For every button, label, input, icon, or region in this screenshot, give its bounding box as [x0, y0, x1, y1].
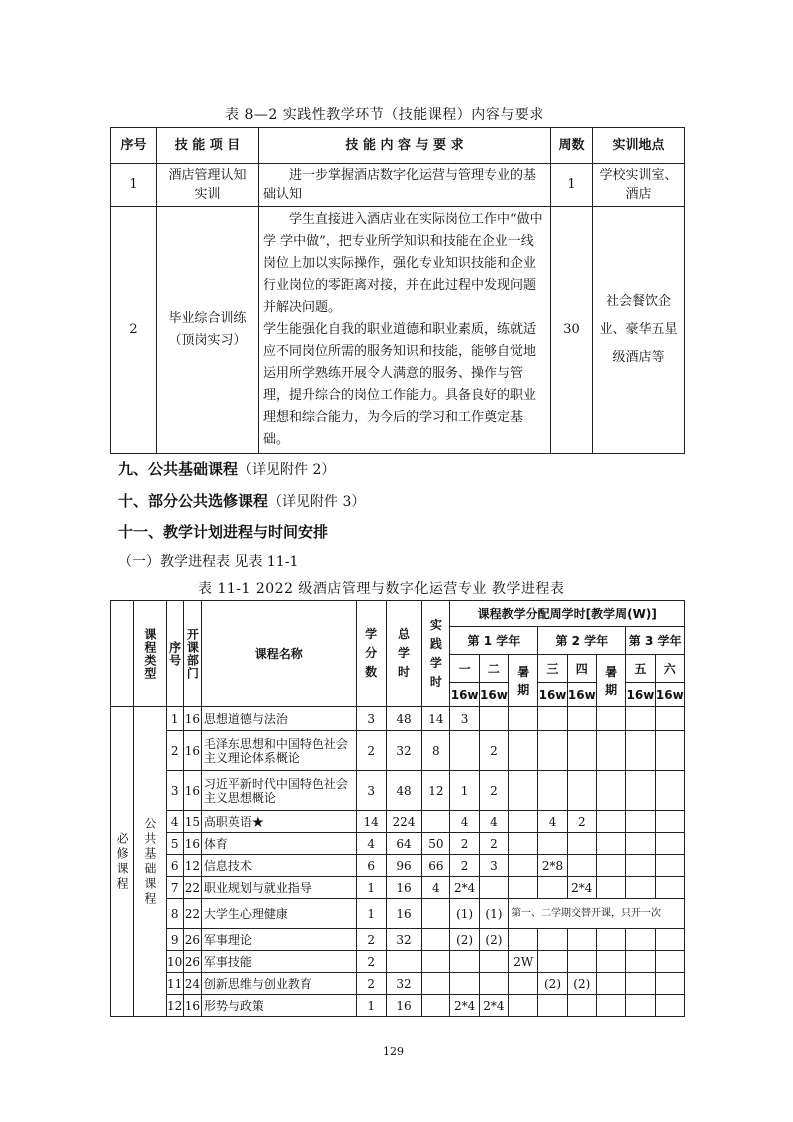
t2-cell-no: 3: [166, 771, 183, 811]
t2-header-type: [134, 601, 166, 707]
t2-cell-hours: 96: [386, 855, 421, 877]
t2-cell-term: [567, 855, 596, 877]
table-row: [111, 951, 685, 973]
t2-cell-term: 2: [479, 833, 508, 855]
t2-header-term-2: 二: [479, 655, 508, 683]
t2-cell-term: [509, 855, 538, 877]
t2-cell-dept: 16: [183, 995, 201, 1017]
t2-cell-term: [509, 877, 538, 899]
t2-cell-hours: 48: [386, 707, 421, 731]
t2-cell-name: 体育: [201, 833, 356, 855]
t2-cell-term: 1: [450, 771, 479, 811]
t2-cell-term: [655, 731, 684, 771]
t2-cell-dept: 12: [183, 855, 201, 877]
t2-cell-term: 2*8: [538, 855, 567, 877]
t1-cell-no: 2: [111, 207, 157, 454]
t2-header-term-5: 五: [626, 655, 655, 683]
t2-group-sub: [134, 707, 166, 1017]
t2-cell-dept: 16: [183, 833, 201, 855]
t2-header-hours-text: 总学时: [397, 627, 410, 679]
subsection-1: （一）教学进程表 见表 11-1: [118, 554, 299, 570]
t2-cell-term: [626, 811, 655, 833]
t2-cell-no: 4: [166, 811, 183, 833]
t2-cell-hours: 48: [386, 771, 421, 811]
table-row: [111, 164, 685, 207]
t2-cell-term: [567, 731, 596, 771]
t2-header-blank: [111, 601, 134, 707]
t2-header-weeks-1: 16w: [450, 683, 479, 707]
t2-cell-practice: [422, 929, 450, 951]
t2-cell-term: (2): [567, 973, 596, 995]
table-row: [111, 811, 685, 833]
t2-cell-term: [479, 951, 508, 973]
t2-header-weeks-4: 16w: [567, 683, 596, 707]
t2-cell-credit: 6: [356, 855, 386, 877]
t2-cell-term: 4: [450, 811, 479, 833]
t2-cell-term: [655, 929, 684, 951]
t2-cell-no: 12: [166, 995, 183, 1017]
t2-cell-hours: 64: [386, 833, 421, 855]
t2-cell-term: [596, 929, 625, 951]
table1-header-row: [111, 128, 685, 164]
t2-cell-term: [596, 731, 625, 771]
t2-header-term-1: 一: [450, 655, 479, 683]
t2-cell-term: [567, 771, 596, 811]
t2-cell-credit: 2: [356, 951, 386, 973]
t2-header-no-text: 序号: [167, 640, 182, 667]
t1-cell-no: 1: [111, 164, 157, 207]
t2-cell-term: [655, 973, 684, 995]
t2-cell-term: (1): [450, 899, 479, 929]
t1-cell-project: 毕业综合训练（顶岗实习）: [157, 207, 259, 454]
t2-cell-hours: 32: [386, 973, 421, 995]
t2-cell-term: [655, 995, 684, 1017]
t2-cell-hours: [386, 951, 421, 973]
t2-cell-dept: 15: [183, 811, 201, 833]
t2-cell-term: [538, 951, 567, 973]
t2-cell-term: 3: [479, 855, 508, 877]
t2-header-term-6: 六: [655, 655, 684, 683]
t2-cell-credit: 3: [356, 771, 386, 811]
t2-cell-term: [655, 811, 684, 833]
t2-cell-term: 2*4: [450, 995, 479, 1017]
t1-content-para: 学生直接进入酒店业在实际岗位工作中“做中学 学中做”，把专业所学知识和技能在企业一线岗位上加以实际操作，强化专业知识技能和企业行业岗位的零距离对接，并在此过程中发现问题并解决问题。: [263, 212, 543, 315]
t2-header-weeks-5: 16w: [626, 683, 655, 707]
table2-caption: 表 11-1 2022 级酒店管理与数字化运营专业 教学进程表: [198, 581, 565, 597]
t2-cell-term: [450, 731, 479, 771]
t2-cell-term: 2*4: [450, 877, 479, 899]
t1-content-para: 进一步掌握酒店数字化运营与管理专业的基础认知: [263, 168, 537, 202]
t2-cell-term: [626, 951, 655, 973]
page-number: 129: [383, 1045, 404, 1058]
t2-cell-term: 2: [567, 811, 596, 833]
t2-cell-term: [509, 771, 538, 811]
t2-header-credit: [356, 601, 386, 707]
t2-header-distribution: 课程教学分配周学时[教学周(W)]: [450, 601, 685, 627]
table-row: [111, 207, 685, 454]
t2-cell-note: 第一、二学期交替开课，只开一次: [509, 899, 685, 929]
t2-cell-term: [596, 995, 625, 1017]
t2-cell-name: 高职英语★: [201, 811, 356, 833]
t2-cell-term: 2*4: [567, 877, 596, 899]
t1-cell-weeks: 30: [551, 207, 593, 454]
t1-header-project: 技 能 项 目: [157, 128, 259, 164]
t2-cell-dept: 16: [183, 771, 201, 811]
t2-header-summer-1-text: 暑期: [517, 664, 530, 697]
t2-cell-term: 2: [450, 855, 479, 877]
t2-header-no: [166, 601, 183, 707]
t2-header-year-1: 第 1 学年: [450, 627, 538, 655]
t2-header-summer-2-text: 暑期: [605, 664, 618, 697]
t2-cell-term: [479, 877, 508, 899]
t2-cell-term: 2: [450, 833, 479, 855]
t2-cell-term: [567, 929, 596, 951]
t2-header-practice: [422, 601, 450, 707]
t1-cell-project: 酒店管理认知实训: [157, 164, 259, 207]
t2-cell-term: [596, 877, 625, 899]
t1-cell-location: 社会餐饮企业、豪华五星级酒店等: [593, 207, 685, 454]
t2-group-main: [111, 707, 134, 1017]
t2-cell-term: 2W: [509, 951, 538, 973]
section-10-title: 十、部分公共选修课程: [118, 492, 269, 510]
t2-cell-name: 思想道德与法治: [201, 707, 356, 731]
t2-cell-dept: 22: [183, 877, 201, 899]
t2-cell-term: [596, 771, 625, 811]
t2-cell-hours: 224: [386, 811, 421, 833]
t2-cell-practice: 14: [422, 707, 450, 731]
t1-header-location: 实训地点: [593, 128, 685, 164]
t2-cell-name: 大学生心理健康: [201, 899, 356, 929]
t2-cell-name: 军事技能: [201, 951, 356, 973]
t2-cell-term: [538, 877, 567, 899]
t2-cell-term: [626, 929, 655, 951]
t2-cell-name: 军事理论: [201, 929, 356, 951]
t2-cell-no: 7: [166, 877, 183, 899]
t2-cell-term: [626, 995, 655, 1017]
t2-header-term-3: 三: [538, 655, 567, 683]
t2-cell-no: 10: [166, 951, 183, 973]
t2-cell-credit: 1: [356, 877, 386, 899]
t2-cell-credit: 3: [356, 707, 386, 731]
t1-content-para: 学生能强化自我的职业道德和职业素质，练就适应不同岗位所需的服务知识和技能，能够自觉地运用所学熟练开展令人满意的服务、操作与管理，提升综合的岗位工作能力。具备良好的职业理想和综合能力，为今后的学习和工作奠定基础。: [263, 322, 537, 447]
t2-cell-term: 3: [450, 707, 479, 731]
t1-cell-weeks: 1: [551, 164, 593, 207]
t2-cell-no: 2: [166, 731, 183, 771]
t2-cell-term: (1): [479, 899, 508, 929]
t2-cell-term: [626, 855, 655, 877]
t2-cell-term: [596, 833, 625, 855]
t2-cell-term: [538, 731, 567, 771]
t2-cell-credit: 1: [356, 995, 386, 1017]
t2-cell-term: [655, 855, 684, 877]
t2-cell-no: 1: [166, 707, 183, 731]
t2-cell-name: 职业规划与就业指导: [201, 877, 356, 899]
t2-cell-term: [509, 811, 538, 833]
table-row: [111, 973, 685, 995]
t2-cell-no: 6: [166, 855, 183, 877]
t2-cell-term: [538, 833, 567, 855]
t1-cell-content: [259, 164, 551, 207]
t2-cell-credit: 2: [356, 973, 386, 995]
practice-table: [110, 127, 685, 454]
t2-header-hours: [386, 601, 421, 707]
t2-group-sub-text: 公共基础课程: [142, 816, 157, 907]
t2-cell-no: 11: [166, 973, 183, 995]
t2-cell-hours: 16: [386, 877, 421, 899]
t2-cell-term: [479, 973, 508, 995]
t2-cell-term: 4: [538, 811, 567, 833]
t2-cell-term: [596, 951, 625, 973]
t2-cell-term: [509, 973, 538, 995]
t2-header-name: 课程名称: [201, 601, 356, 707]
section-11-title: 十一、教学计划进程与时间安排: [118, 523, 329, 541]
t2-cell-term: (2): [479, 929, 508, 951]
t2-cell-term: 2*4: [479, 995, 508, 1017]
t2-cell-term: [538, 707, 567, 731]
t2-cell-term: [596, 707, 625, 731]
t2-cell-practice: [422, 951, 450, 973]
t2-cell-term: [655, 771, 684, 811]
t2-cell-practice: 4: [422, 877, 450, 899]
t2-cell-no: 8: [166, 899, 183, 929]
section-9-title: 九、公共基础课程: [118, 460, 239, 478]
t2-cell-term: [655, 833, 684, 855]
t2-cell-term: 2: [479, 771, 508, 811]
t2-cell-term: [596, 811, 625, 833]
t2-cell-credit: 14: [356, 811, 386, 833]
t2-cell-dept: 22: [183, 899, 201, 929]
t2-cell-term: [626, 707, 655, 731]
t2-cell-term: [538, 929, 567, 951]
t2-cell-practice: 12: [422, 771, 450, 811]
t2-body: [111, 707, 685, 1017]
t2-cell-term: [538, 771, 567, 811]
table1-caption: 表 8—2 实践性教学环节（技能课程）内容与要求: [225, 107, 544, 123]
t2-cell-term: [450, 951, 479, 973]
t2-cell-term: (2): [538, 973, 567, 995]
t1-cell-location: 学校实训室、酒店: [593, 164, 685, 207]
t2-header-dept: [183, 601, 201, 707]
table-row: [111, 707, 685, 731]
section-9-note: （详见附件 2）: [238, 462, 336, 478]
t2-group-main-text: 必修课程: [115, 831, 130, 892]
t2-cell-dept: 16: [183, 707, 201, 731]
t2-cell-term: [626, 731, 655, 771]
t1-header-content: 技 能 内 容 与 要 求: [259, 128, 551, 164]
t2-cell-term: [509, 731, 538, 771]
t2-cell-term: [626, 973, 655, 995]
t2-cell-hours: 16: [386, 899, 421, 929]
t2-cell-practice: [422, 995, 450, 1017]
t2-cell-name: 毛泽东思想和中国特色社会主义理论体系概论: [201, 731, 356, 771]
t2-cell-term: 4: [479, 811, 508, 833]
t2-cell-term: (2): [450, 929, 479, 951]
t2-cell-term: [655, 877, 684, 899]
t2-header-year-2: 第 2 学年: [538, 627, 626, 655]
t2-cell-term: 2: [479, 731, 508, 771]
t2-header-dept-text: 开课部门: [185, 627, 200, 680]
section-10: [118, 490, 365, 511]
t2-cell-term: [567, 707, 596, 731]
t2-cell-term: [626, 771, 655, 811]
t2-cell-practice: 66: [422, 855, 450, 877]
t2-cell-no: 5: [166, 833, 183, 855]
t2-header-summer-2: [596, 655, 625, 707]
t2-header-year-3: 第 3 学年: [626, 627, 685, 655]
t2-cell-practice: 8: [422, 731, 450, 771]
t2-cell-term: [596, 973, 625, 995]
t2-header-row-1: [111, 601, 685, 627]
t2-cell-term: [450, 973, 479, 995]
t2-cell-name: 习近平新时代中国特色社会主义思想概论: [201, 771, 356, 811]
table-row: [111, 995, 685, 1017]
t2-cell-dept: 24: [183, 973, 201, 995]
table-row: [111, 855, 685, 877]
t2-cell-term: [509, 995, 538, 1017]
t2-cell-term: [567, 951, 596, 973]
t2-cell-term: [626, 833, 655, 855]
t2-header-weeks-2: 16w: [479, 683, 508, 707]
t2-cell-credit: 1: [356, 899, 386, 929]
t2-cell-term: [509, 833, 538, 855]
t2-header-weeks-3: 16w: [538, 683, 567, 707]
t2-cell-term: [567, 995, 596, 1017]
section-9: [118, 458, 335, 479]
t2-cell-practice: [422, 811, 450, 833]
t2-cell-name: 形势与政策: [201, 995, 356, 1017]
t2-cell-term: [626, 877, 655, 899]
t1-header-weeks: 周数: [551, 128, 593, 164]
t2-cell-no: 9: [166, 929, 183, 951]
t2-cell-hours: 32: [386, 929, 421, 951]
t2-cell-hours: 16: [386, 995, 421, 1017]
t2-cell-practice: 50: [422, 833, 450, 855]
t2-cell-dept: 26: [183, 951, 201, 973]
section-10-note: （详见附件 3）: [268, 494, 366, 510]
t2-cell-term: [509, 929, 538, 951]
t2-header-credit-text: 学分数: [365, 627, 378, 679]
t2-cell-name: 信息技术: [201, 855, 356, 877]
table-row: [111, 833, 685, 855]
t2-cell-term: [655, 951, 684, 973]
t2-header-summer-1: [509, 655, 538, 707]
table-row: [111, 929, 685, 951]
table-row: [111, 771, 685, 811]
t2-cell-term: [479, 707, 508, 731]
t1-cell-content: [259, 207, 551, 454]
t2-cell-credit: 4: [356, 833, 386, 855]
t2-header-term-4: 四: [567, 655, 596, 683]
t2-cell-credit: 2: [356, 731, 386, 771]
t2-cell-dept: 26: [183, 929, 201, 951]
t2-header-type-text: 课程类型: [142, 627, 157, 680]
t2-header-weeks-6: 16w: [655, 683, 684, 707]
t2-cell-practice: [422, 973, 450, 995]
t2-cell-term: [538, 995, 567, 1017]
t2-cell-credit: 2: [356, 929, 386, 951]
schedule-table: [110, 600, 685, 1017]
t2-cell-hours: 32: [386, 731, 421, 771]
t2-header-practice-text: 实践学时: [429, 617, 442, 689]
table-row: [111, 899, 685, 929]
t2-cell-name: 创新思维与创业教育: [201, 973, 356, 995]
t2-cell-term: [509, 707, 538, 731]
t2-cell-term: [567, 833, 596, 855]
t2-cell-term: [655, 707, 684, 731]
t1-header-no: 序号: [111, 128, 157, 164]
table-row: [111, 877, 685, 899]
t2-cell-practice: [422, 899, 450, 929]
t2-cell-dept: 16: [183, 731, 201, 771]
table-row: [111, 731, 685, 771]
t2-cell-term: [596, 855, 625, 877]
